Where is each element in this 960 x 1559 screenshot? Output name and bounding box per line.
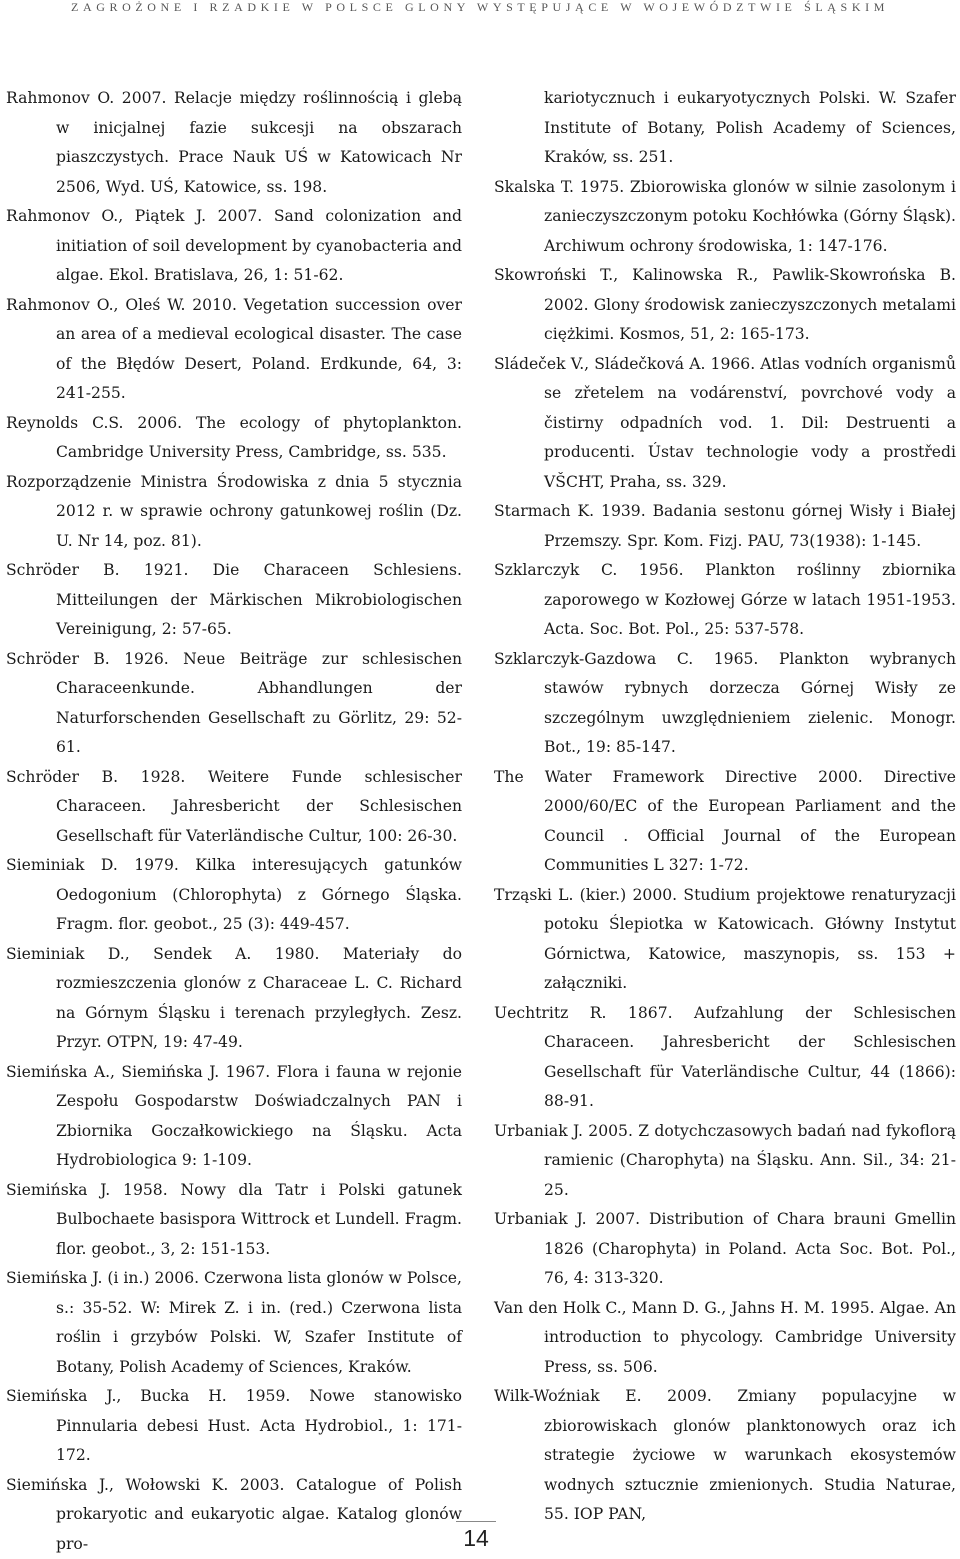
reference-entry: Skalska T. 1975. Zbiorowiska glonów w silnie zasolonym i zanieczyszczonym potoku Kochłówka (Górny Śląsk). Archiwum ochrony środowiska, 1: 147-176. [494, 173, 956, 262]
reference-entry: Sieminiak D. 1979. Kilka interesujących gatunków Oedogonium (Chlorophyta) z Górnego Śląska. Fragm. flor. geobot., 25 (3): 449-457. [6, 851, 462, 940]
reference-entry: Siemińska J. 1958. Nowy dla Tatr i Polski gatunek Bulbochaete basispora Wittrock et Lundell. Fragm. flor. geobot., 3, 2: 151-153. [6, 1176, 462, 1265]
reference-entry: Siemińska A., Siemińska J. 1967. Flora i fauna w rejonie Zespołu Gospodarstw Doświadczalnych PAN i Zbiornika Goczałkowickiego na Śląsku. Acta Hydrobiologica 9: 1-109. [6, 1058, 462, 1176]
reference-entry: The Water Framework Directive 2000. Directive 2000/60/EC of the European Parliament and the Council . Official Journal of the European Communities L 327: 1-72. [494, 763, 956, 881]
reference-entry: Sieminiak D., Sendek A. 1980. Materiały do rozmieszczenia glonów z Characeae L. C. Richard na Górnym Śląsku i terenach przyległych. Zesz. Przyr. OTPN, 19: 47-49. [6, 940, 462, 1058]
reference-entry: Urbaniak J. 2007. Distribution of Chara brauni Gmellin 1826 (Charophyta) in Poland. Acta Soc. Bot. Pol., 76, 4: 313-320. [494, 1205, 956, 1294]
reference-entry: Van den Holk C., Mann D. G., Jahns H. M. 1995. Algae. An introduction to phycology. Cambridge University Press, ss. 506. [494, 1294, 956, 1383]
reference-entry: Skowroński T., Kalinowska R., Pawlik-Skowrońska B. 2002. Glony środowisk zanieczyszczonych metalami ciężkimi. Kosmos, 51, 2: 165-173. [494, 261, 956, 350]
reference-entry: Schröder B. 1928. Weitere Funde schlesischer Characeen. Jahresbericht der Schlesischen Gesellschaft für Vaterländische Cultur, 100: 26-30. [6, 763, 462, 852]
reference-entry: Schröder B. 1921. Die Characeen Schlesiens. Mitteilungen der Märkischen Mikrobiologischen Vereinigung, 2: 57-65. [6, 556, 462, 645]
reference-entry: Rozporządzenie Ministra Środowiska z dnia 5 stycznia 2012 r. w sprawie ochrony gatunkowej roślin (Dz. U. Nr 14, poz. 81). [6, 468, 462, 557]
reference-entry: Starmach K. 1939. Badania sestonu górnej Wisły i Białej Przemszy. Spr. Kom. Fizj. PAU, 73(1938): 1-145. [494, 497, 956, 556]
reference-entry: Wilk-Woźniak E. 2009. Zmiany populacyjne w zbiorowiskach glonów planktonowych oraz ich strategie życiowe w warunkach ekosystemów wodnych sztucznie zmienionych. Studia Naturae, 55. IOP PAN, [494, 1382, 956, 1530]
references-left-column [6, 84, 462, 1559]
reference-entry: Sládeček V., Sládečková A. 1966. Atlas vodních organismů se zřetelem na vodárenství, povrchové vody a čistirny odpadních vod. 1. Dil: Destruenti a producenti. Ústav technologie vody a prostředi VŠCHT, Praha, ss. 329. [494, 350, 956, 498]
reference-entry: Schröder B. 1926. Neue Beiträge zur schlesischen Characeenkunde. Abhandlungen der Naturforschenden Gesellschaft zu Görlitz, 29: 52-61. [6, 645, 462, 763]
page-number: 14 [456, 1525, 496, 1552]
reference-entry: Siemińska J., Bucka H. 1959. Nowe stanowisko Pinnularia debesi Hust. Acta Hydrobiol., 1: 171-172. [6, 1382, 462, 1471]
reference-entry: Rahmonov O., Piątek J. 2007. Sand colonization and initiation of soil development by cyanobacteria and algae. Ekol. Bratislava, 26, 1: 51-62. [6, 202, 462, 291]
page-number-box [456, 1521, 496, 1555]
reference-entry: Siemińska J. (i in.) 2006. Czerwona lista glonów w Polsce, s.: 35-52. W: Mirek Z. i in. (red.) Czerwona lista roślin i grzybów Polski. W, Szafer Institute of Botany, Polish Academy of Sciences, Kraków. [6, 1264, 462, 1382]
reference-entry: Reynolds C.S. 2006. The ecology of phytoplankton. Cambridge University Press, Cambridge, ss. 535. [6, 409, 462, 468]
reference-entry: Trząski L. (kier.) 2000. Studium projektowe renaturyzacji potoku Ślepiotka w Katowicach. Główny Instytut Górnictwa, Katowice, maszynopis, ss. 153 + załączniki. [494, 881, 956, 999]
references-right-column [494, 84, 956, 1530]
reference-entry: Rahmonov O., Oleś W. 2010. Vegetation succession over an area of a medieval ecological disaster. The case of the Błędów Desert, Poland. Erdkunde, 64, 3: 241-255. [6, 291, 462, 409]
reference-entry: Siemińska J., Wołowski K. 2003. Catalogue of Polish prokaryotic and eukaryotic algae. Katalog glonów pro- [6, 1471, 462, 1559]
reference-entry: Szklarczyk-Gazdowa C. 1965. Plankton wybranych stawów rybnych dorzecza Górnej Wisły ze szczególnym uwzględnieniem zielenic. Monogr. Bot., 19: 85-147. [494, 645, 956, 763]
running-header: ZAGROŻONE I RZADKIE W POLSCE GLONY WYSTĘPUJĄCE W WOJEWÓDZTWIE ŚLĄSKIM [0, 0, 960, 22]
reference-entry: Rahmonov O. 2007. Relacje między roślinnością i glebą w inicjalnej fazie sukcesji na obszarach piaszczystych. Prace Nauk UŚ w Katowicach Nr 2506, Wyd. UŚ, Katowice, ss. 198. [6, 84, 462, 202]
reference-entry: Uechtritz R. 1867. Aufzahlung der Schlesischen Characeen. Jahresbericht der Schlesischen Gesellschaft für Vaterländische Cultur, 44 (1866): 88-91. [494, 999, 956, 1117]
reference-entry: Urbaniak J. 2005. Z dotychczasowych badań nad fykoflorą ramienic (Charophyta) na Śląsku. Ann. Sil., 34: 21-25. [494, 1117, 956, 1206]
reference-entry: Szklarczyk C. 1956. Plankton roślinny zbiornika zaporowego w Kozłowej Górze w latach 1951-1953. Acta. Soc. Bot. Pol., 25: 537-578. [494, 556, 956, 645]
reference-entry-continued: kariotycznuch i eukaryotycznych Polski. W. Szafer Institute of Botany, Polish Academy of Sciences, Kraków, ss. 251. [494, 84, 956, 173]
